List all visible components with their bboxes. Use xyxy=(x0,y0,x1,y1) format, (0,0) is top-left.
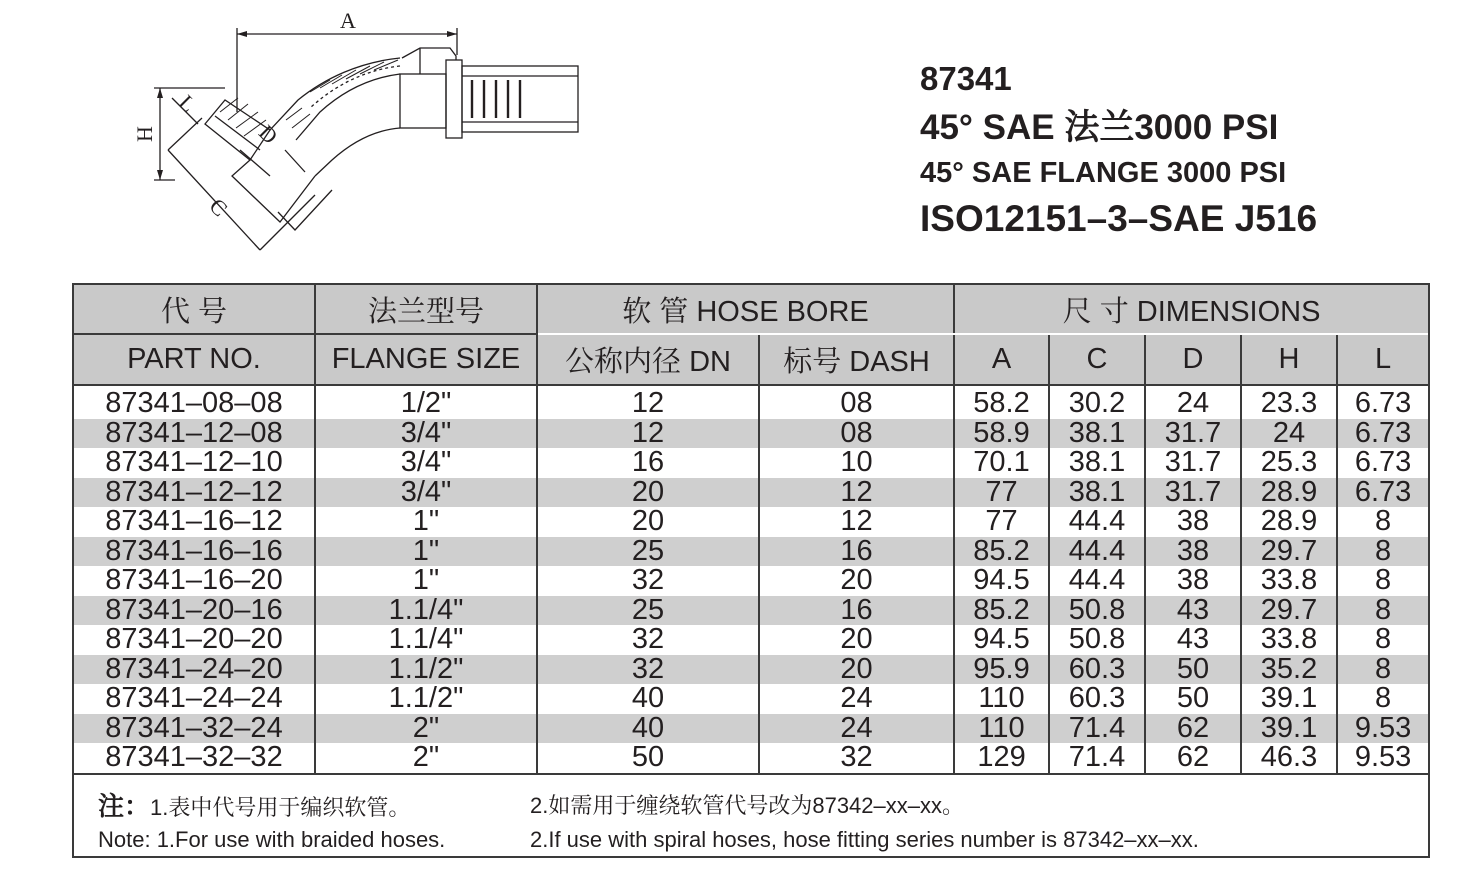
cell-dash: 20 xyxy=(759,625,954,655)
table-row xyxy=(74,684,1428,714)
table-row xyxy=(74,419,1428,449)
cell-c: 44.4 xyxy=(1049,566,1145,596)
table-row xyxy=(74,448,1428,478)
cell-d: 24 xyxy=(1145,385,1241,419)
cell-d: 62 xyxy=(1145,743,1241,774)
cell-dash: 20 xyxy=(759,566,954,596)
cell-l: 8 xyxy=(1374,507,1392,537)
spec-table-frame xyxy=(72,283,1430,858)
cell-dn: 12 xyxy=(537,385,759,419)
cell-l: 8 xyxy=(1337,537,1428,567)
cell-part-no: 87341–20–16 xyxy=(74,596,315,626)
note-en-1: Note: 1.For use with braided hoses. xyxy=(98,826,446,852)
cell-part-no: 87341–32–32 xyxy=(74,743,315,774)
table-row xyxy=(74,743,1428,774)
table-row xyxy=(74,537,1428,567)
cell-d: 50 xyxy=(1145,684,1241,714)
cell-l: 6.73 xyxy=(1354,387,1412,419)
cell-part-no: 87341–08–08 xyxy=(74,385,315,419)
cell-l: 6.73 xyxy=(1337,419,1428,449)
cell-d: 38 xyxy=(1145,566,1241,596)
cell-part-no: 87341–20–20 xyxy=(74,625,315,655)
cell-d: 50 xyxy=(1145,655,1241,685)
cell-flange-size: 1.1/2" xyxy=(315,684,537,714)
cell-c: 60.3 xyxy=(1049,684,1145,714)
cell-a: 85.2 xyxy=(954,596,1049,626)
cell-h: 39.1 xyxy=(1241,714,1337,744)
dim-label-d: D xyxy=(253,119,283,149)
cell-h: 23.3 xyxy=(1241,385,1337,419)
product-code: 87341 xyxy=(920,60,1012,97)
header-flange-en: FLANGE SIZE xyxy=(315,334,537,385)
cell-dn: 16 xyxy=(537,448,759,478)
cell-l: 8 xyxy=(1337,655,1428,685)
cell-d: 31.7 xyxy=(1145,478,1241,508)
cell-l: 8 xyxy=(1374,684,1392,714)
cell-dn: 50 xyxy=(537,743,759,774)
cell-dn: 32 xyxy=(537,566,759,596)
cell-l: 6.73 xyxy=(1354,448,1412,478)
cell-c: 71.4 xyxy=(1049,743,1145,774)
cell-a: 94.5 xyxy=(954,625,1049,655)
cell-c: 44.4 xyxy=(1049,507,1145,537)
header-dn: 公称内径 DN xyxy=(537,334,759,385)
cell-dash: 16 xyxy=(759,596,954,626)
cell-part-no: 87341–12–12 xyxy=(74,478,315,508)
header-part-no-en: PART NO. xyxy=(74,334,315,385)
cell-dash: 32 xyxy=(759,743,954,774)
cell-dn: 20 xyxy=(537,478,759,508)
cell-h: 28.9 xyxy=(1241,478,1337,508)
cell-c: 44.4 xyxy=(1049,537,1145,567)
cell-c: 50.8 xyxy=(1049,596,1145,626)
cell-flange-size: 1" xyxy=(315,507,537,537)
spec-table xyxy=(74,285,1428,775)
header-a: A xyxy=(954,334,1049,385)
cell-l: 9.53 xyxy=(1337,714,1428,744)
cell-dash: 16 xyxy=(759,537,954,567)
cell-part-no: 87341–16–12 xyxy=(74,507,315,537)
cell-flange-size: 1.1/2" xyxy=(315,655,537,685)
table-row xyxy=(74,714,1428,744)
cell-dn: 40 xyxy=(537,684,759,714)
cell-dash: 24 xyxy=(759,714,954,744)
cell-h: 28.9 xyxy=(1241,507,1337,537)
cell-part-no: 87341–24–20 xyxy=(74,655,315,685)
cell-flange-size: 1" xyxy=(315,537,537,567)
cell-l: 8 xyxy=(1337,596,1428,626)
cell-h: 29.7 xyxy=(1241,537,1337,567)
cell-c: 38.1 xyxy=(1049,419,1145,449)
cell-part-no: 87341–12–10 xyxy=(74,448,315,478)
cell-l: 9.53 xyxy=(1337,743,1428,774)
cell-dn: 12 xyxy=(537,419,759,449)
cell-a: 129 xyxy=(954,743,1049,774)
cell-h: 35.2 xyxy=(1241,655,1337,685)
table-row xyxy=(74,478,1428,508)
cell-h: 46.3 xyxy=(1241,743,1337,774)
cell-d: 38 xyxy=(1145,537,1241,567)
cell-h: 25.3 xyxy=(1241,448,1337,478)
cell-a: 85.2 xyxy=(954,537,1049,567)
cell-l: 8 xyxy=(1374,566,1392,596)
note-en-2: 2.If use with spiral hoses, hose fitting series number is 87342–xx–xx. xyxy=(530,826,1199,852)
cell-c: 30.2 xyxy=(1049,385,1145,419)
cell-a: 77 xyxy=(954,478,1049,508)
cell-part-no: 87341–12–08 xyxy=(74,419,315,449)
cell-part-no: 87341–32–24 xyxy=(74,714,315,744)
table-row xyxy=(74,625,1428,655)
cell-d: 31.7 xyxy=(1145,448,1241,478)
cell-l: 8 xyxy=(1374,625,1392,655)
cell-c: 71.4 xyxy=(1049,714,1145,744)
cell-a: 95.9 xyxy=(954,655,1049,685)
cell-dash: 08 xyxy=(759,419,954,449)
cell-dash: 12 xyxy=(759,478,954,508)
cell-a: 77 xyxy=(954,507,1049,537)
header-dash: 标号 DASH xyxy=(759,334,954,385)
cell-c: 38.1 xyxy=(1049,448,1145,478)
cell-part-no: 87341–16–16 xyxy=(74,537,315,567)
cell-flange-size: 3/4" xyxy=(315,448,537,478)
cell-dash: 20 xyxy=(759,655,954,685)
cell-a: 70.1 xyxy=(954,448,1049,478)
standard-title: ISO12151–3–SAE J516 xyxy=(920,198,1318,239)
cell-dash: 12 xyxy=(759,507,954,537)
cell-flange-size: 3/4" xyxy=(315,419,537,449)
header-c: C xyxy=(1049,334,1145,385)
table-row xyxy=(74,596,1428,626)
dim-label-h: H xyxy=(132,126,157,142)
cell-h: 33.8 xyxy=(1241,625,1337,655)
cell-a: 110 xyxy=(954,684,1049,714)
cell-flange-size: 1" xyxy=(315,566,537,596)
cell-h: 24 xyxy=(1241,419,1337,449)
header-h: H xyxy=(1241,334,1337,385)
cell-flange-size: 1/2" xyxy=(315,385,537,419)
cell-a: 110 xyxy=(954,714,1049,744)
dim-label-c: C xyxy=(204,193,233,222)
header-part-no-cn: 代 号 xyxy=(74,285,315,334)
cell-c: 38.1 xyxy=(1049,478,1145,508)
fitting-diagram xyxy=(120,0,600,270)
cell-d: 62 xyxy=(1145,714,1241,744)
cell-a: 58.2 xyxy=(954,385,1049,419)
cell-part-no: 87341–16–20 xyxy=(74,566,315,596)
cell-dn: 32 xyxy=(537,625,759,655)
cell-flange-size: 1.1/4" xyxy=(315,596,537,626)
table-row xyxy=(74,566,1428,596)
table-row xyxy=(74,507,1428,537)
cell-flange-size: 1.1/4" xyxy=(315,625,537,655)
cell-flange-size: 2" xyxy=(315,743,537,774)
cell-dash: 10 xyxy=(759,448,954,478)
cell-dn: 25 xyxy=(537,537,759,567)
header-hose-bore: 软 管 HOSE BORE xyxy=(537,285,954,334)
title-chinese: 45° SAE 法兰3000 PSI xyxy=(920,108,1279,147)
cell-a: 58.9 xyxy=(954,419,1049,449)
note-cn-1: 1.表中代号用于编织软管。 xyxy=(150,794,411,820)
header-d: D xyxy=(1145,334,1241,385)
cell-h: 33.8 xyxy=(1241,566,1337,596)
table-row xyxy=(74,385,1428,419)
cell-h: 29.7 xyxy=(1241,596,1337,626)
cell-a: 94.5 xyxy=(954,566,1049,596)
dim-label-a: A xyxy=(340,8,356,33)
note-cn-2: 2.如需用于缠绕软管代号改为87342–xx–xx。 xyxy=(530,792,964,818)
notes xyxy=(74,775,1428,855)
cell-part-no: 87341–24–24 xyxy=(74,684,315,714)
cell-dash: 24 xyxy=(759,684,954,714)
header-flange-cn: 法兰型号 xyxy=(315,285,537,334)
dim-label-l: L xyxy=(173,89,202,118)
cell-dash: 08 xyxy=(759,385,954,419)
cell-d: 31.7 xyxy=(1145,419,1241,449)
spec-table-body xyxy=(74,385,1428,774)
cell-dn: 25 xyxy=(537,596,759,626)
cell-d: 43 xyxy=(1145,596,1241,626)
cell-dn: 32 xyxy=(537,655,759,685)
notes-label: 注： xyxy=(98,790,151,821)
header-dimensions: 尺 寸 DIMENSIONS xyxy=(954,285,1428,334)
cell-d: 38 xyxy=(1145,507,1241,537)
cell-dn: 40 xyxy=(537,714,759,744)
title-english: 45° SAE FLANGE 3000 PSI xyxy=(920,157,1287,189)
cell-d: 43 xyxy=(1145,625,1241,655)
table-row xyxy=(74,655,1428,685)
cell-flange-size: 3/4" xyxy=(315,478,537,508)
title-block xyxy=(920,62,1317,237)
cell-flange-size: 2" xyxy=(315,714,537,744)
cell-dn: 20 xyxy=(537,507,759,537)
cell-c: 60.3 xyxy=(1049,655,1145,685)
header-l: L xyxy=(1337,334,1428,385)
cell-c: 50.8 xyxy=(1049,625,1145,655)
cell-h: 39.1 xyxy=(1241,684,1337,714)
cell-l: 6.73 xyxy=(1337,478,1428,508)
